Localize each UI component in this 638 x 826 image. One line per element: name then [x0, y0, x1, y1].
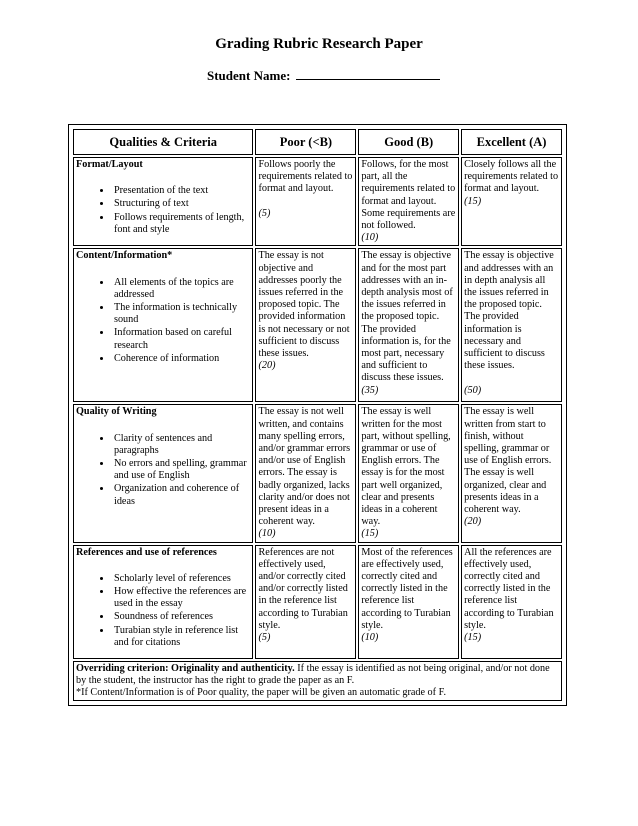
excellent-description: The essay is objective and addresses with an in depth analysis all the issues referred in the proposed topic. The provided information is necessary and sufficient to discuss these issues. [464, 250, 554, 372]
student-name-line [207, 68, 440, 84]
list-item: • Structuring of text [112, 198, 250, 210]
good-description: The essay is well written for the most part, without spelling, grammar or use of English errors. The essay is for the most part well organized, clear and presents ideas in a coherent way. [361, 406, 451, 528]
poor-description: The essay is not objective and addresses poorly the issues referred in the proposed topic. The provided information is not necessary or not sufficient to discuss these issues. [258, 250, 350, 360]
good-points: (10) [361, 232, 379, 244]
list-item: • Scholarly level of references [112, 573, 250, 585]
overriding-criterion-label: Overriding criterion: Originality and authenticity. [76, 662, 295, 674]
poor-cell [255, 404, 356, 542]
criteria-list [76, 185, 250, 236]
list-item: • Follows requirements of length, font and style [112, 212, 250, 236]
list-item: • Organization and coherence of ideas [112, 483, 250, 507]
poor-description: References are not effectively used, and/or correctly cited and/or correctly listed in the reference list according to Turabian style. [258, 546, 348, 631]
rubric-table [71, 127, 564, 703]
good-cell [358, 545, 459, 659]
good-cell [358, 404, 459, 542]
category-title: Format/Layout [76, 159, 143, 170]
excellent-points: (15) [464, 195, 482, 207]
poor-cell [255, 248, 356, 402]
page-title: Grading Rubric Research Paper [215, 36, 423, 52]
footer-note-cell [73, 661, 562, 702]
list-item: • Coherence of information [112, 353, 250, 365]
list-item: • How effective the references are used in the essay [112, 586, 250, 610]
poor-cell [255, 157, 356, 246]
header-criteria: Qualities & Criteria [73, 129, 253, 155]
excellent-cell [461, 157, 562, 246]
list-item: • No errors and spelling, grammar and use of English [112, 458, 250, 482]
criteria-cell [73, 248, 253, 402]
good-points: (35) [361, 384, 379, 396]
table-row [73, 248, 562, 402]
criteria-list [76, 277, 250, 365]
good-points: (10) [361, 632, 379, 644]
poor-points: (20) [258, 360, 276, 372]
table-row [73, 404, 562, 542]
good-description: The essay is objective and for the most part addresses with an in-depth analysis most of the issues referred in the proposed topic. The provided information is, for the most part, necessary and sufficient to discuss these issues. [361, 250, 453, 384]
excellent-description: All the references are effectively used, correctly cited and correctly listed in the reference list according to Turabian style. [464, 546, 554, 631]
list-item: • Presentation of the text [112, 185, 250, 197]
excellent-cell [461, 404, 562, 542]
header-poor: Poor (<B) [255, 129, 356, 155]
header-row [73, 129, 562, 155]
list-item: • Clarity of sentences and paragraphs [112, 433, 250, 457]
excellent-points: (20) [464, 516, 482, 528]
poor-description: Follows poorly the requirements related to format and layout. [258, 159, 353, 195]
list-item: • Turabian style in reference list and for citations [112, 625, 250, 649]
poor-points: (5) [258, 632, 271, 644]
criteria-cell [73, 404, 253, 542]
good-description: Follows, for the most part, all the requirements related to format and layout. Some requirements are not followed. [361, 159, 456, 232]
student-name-label: Student Name: [207, 68, 291, 83]
content-information-note: *If Content/Information is of Poor quality, the paper will be given an automatic grade of F. [76, 687, 446, 699]
poor-description: The essay is not well written, and contains many spelling errors, and/or grammar errors and/or use of English errors. The essay is badly organized, lacks clarity and/or does not present ideas in a coherent way. [258, 406, 351, 528]
poor-cell [255, 545, 356, 659]
header-excellent: Excellent (A) [461, 129, 562, 155]
header-good: Good (B) [358, 129, 459, 155]
poor-points: (5) [258, 207, 271, 219]
criteria-list [76, 573, 250, 649]
excellent-description: The essay is well written from start to finish, without spelling, grammar or use of English errors. The essay is well organized, clear and presents ideas in a coherent way. [464, 406, 552, 516]
good-points: (15) [361, 528, 379, 540]
list-item: • Soundness of references [112, 611, 250, 623]
overriding-criterion-text: If the essay is identified as not being original, and/or not done by the student, the instructor has the right to grade the paper as an F. [76, 662, 550, 686]
excellent-cell [461, 248, 562, 402]
good-cell [358, 248, 459, 402]
list-item: • The information is technically sound [112, 302, 250, 326]
criteria-cell [73, 545, 253, 659]
criteria-list [76, 433, 250, 508]
rubric-frame [68, 124, 567, 706]
poor-points: (10) [258, 528, 276, 540]
category-title: Quality of Writing [76, 406, 157, 418]
criteria-cell [73, 157, 253, 246]
category-title: References and use of references [76, 546, 217, 558]
table-row [73, 545, 562, 659]
good-description: Most of the references are effectively used, correctly cited and correctly listed in the reference list according to Turabian style. [361, 546, 453, 631]
category-title: Content/Information* [76, 250, 173, 262]
excellent-points: (50) [464, 384, 482, 396]
excellent-description: Closely follows all the requirements related to format and layout. [464, 159, 559, 195]
list-item: • Information based on careful research [112, 327, 250, 351]
good-cell [358, 157, 459, 246]
excellent-cell [461, 545, 562, 659]
footer-row [73, 661, 562, 702]
list-item: • All elements of the topics are addressed [112, 277, 250, 301]
table-row [73, 157, 562, 246]
excellent-points: (15) [464, 632, 482, 644]
student-name-blank [296, 69, 440, 80]
